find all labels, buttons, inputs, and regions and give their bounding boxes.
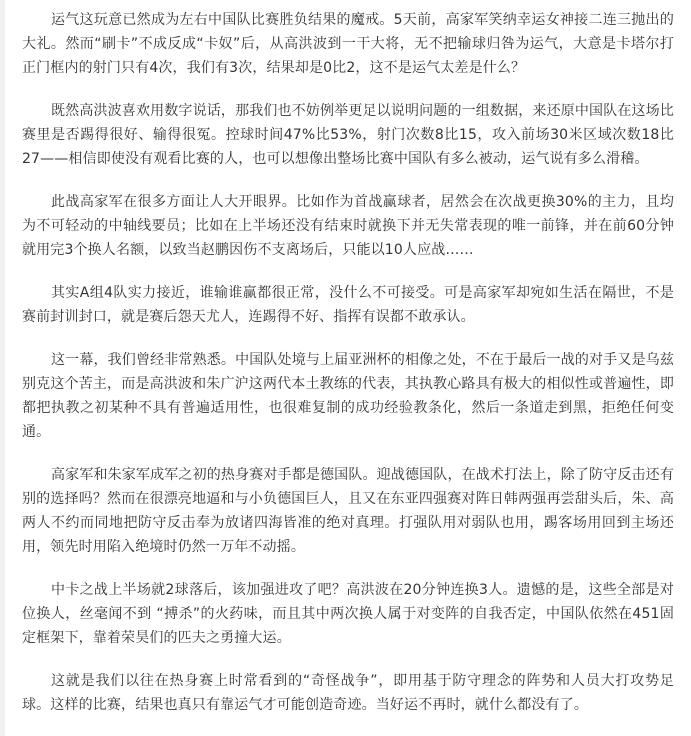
left-margin-strip bbox=[0, 0, 5, 736]
paragraph-4: 其实A组4队实力接近，谁输谁赢都很正常，没什么不可接受。可是高家军却宛如生活在隔世，不是赛前封训封口，就是赛后怨天尤人，连踢得不好、指挥有误都不敢承认。 bbox=[22, 285, 674, 325]
paragraph-6: 高家军和朱家军成军之初的热身赛对手都是德国队。迎战德国队，在战术打法上，除了防守反击还有别的选择吗？然而在很漂亮地逼和与小负德国巨人，且又在东亚四强赛对阵日韩两强再尝甜头后，朱、高两人不约而同地把防守反击奉为放诸四海皆准的绝对真理。打强队用对弱队也用，踢客场用回到主场还用，领先时用陷入绝境时仍然一万年不动摇。 bbox=[22, 467, 674, 555]
paragraph-1: 运气这玩意已然成为左右中国队比赛胜负结果的魔戒。5天前，高家军笑纳幸运女神接二连三抛出的大礼。然而“刷卡”不成反成“卡奴”后，从高洪波到一干大将，无不把输球归咎为运气，大意是卡塔尔打正门框内的射门只有4次，我们有3次，结果却是0比2，这不是运气太差是什么？ bbox=[22, 12, 674, 76]
paragraph-8: 这就是我们以往在热身赛上时常看到的“奇怪战争”，即用基于防守理念的阵势和人员大打攻势足球。这样的比赛，结果也真只有靠运气才可能创造奇迹。当好运不再时，就什么都没有了。 bbox=[22, 673, 674, 713]
paragraph-3: 此战高家军在很多方面让人大开眼界。比如作为首战赢球者，居然会在次战更换30%的主力，且均为不可轻动的中轴线要员；比如在上半场还没有结束时就换下并无失常表现的唯一前锋，并在前60分钟就用完3个换人名额，以致当赵鹏因伤不支离场后，只能以10人应战…… bbox=[22, 194, 674, 258]
paragraph-7: 中卡之战上半场就2球落后，该加强进攻了吧？高洪波在20分钟连换3人。遗憾的是，这些全部是对位换人，丝毫闻不到 “搏杀”的火药味，而且其中两次换人属于对变阵的自我否定，中国队依然在451固定框架下，靠着荣昊们的匹夫之勇撞大运。 bbox=[22, 582, 674, 646]
paragraph-2: 既然高洪波喜欢用数字说话，那我们也不妨例举更足以说明问题的一组数据，来还原中国队在这场比赛里是否踢得很好、输得很冤。控球时间47%比53%，射门次数8比15，攻入前场30米区域次数18比27——相信即使没有观看比赛的人，也可以想像出整场比赛中国队有多么被动，运气说有多么滑稽。 bbox=[22, 103, 674, 167]
article-body bbox=[22, 8, 674, 736]
paragraph-5: 这一幕，我们曾经非常熟悉。中国队处境与上届亚洲杯的相像之处，不在于最后一战的对手又是乌兹别克这个苦主，而是高洪波和朱广沪这两代本土教练的代表，其执教心路具有极大的相似性或普遍性，即都把执教之初某种不具有普遍适用性，也很难复制的成功经验教条化，然后一条道走到黑，拒绝任何变通。 bbox=[22, 352, 674, 440]
